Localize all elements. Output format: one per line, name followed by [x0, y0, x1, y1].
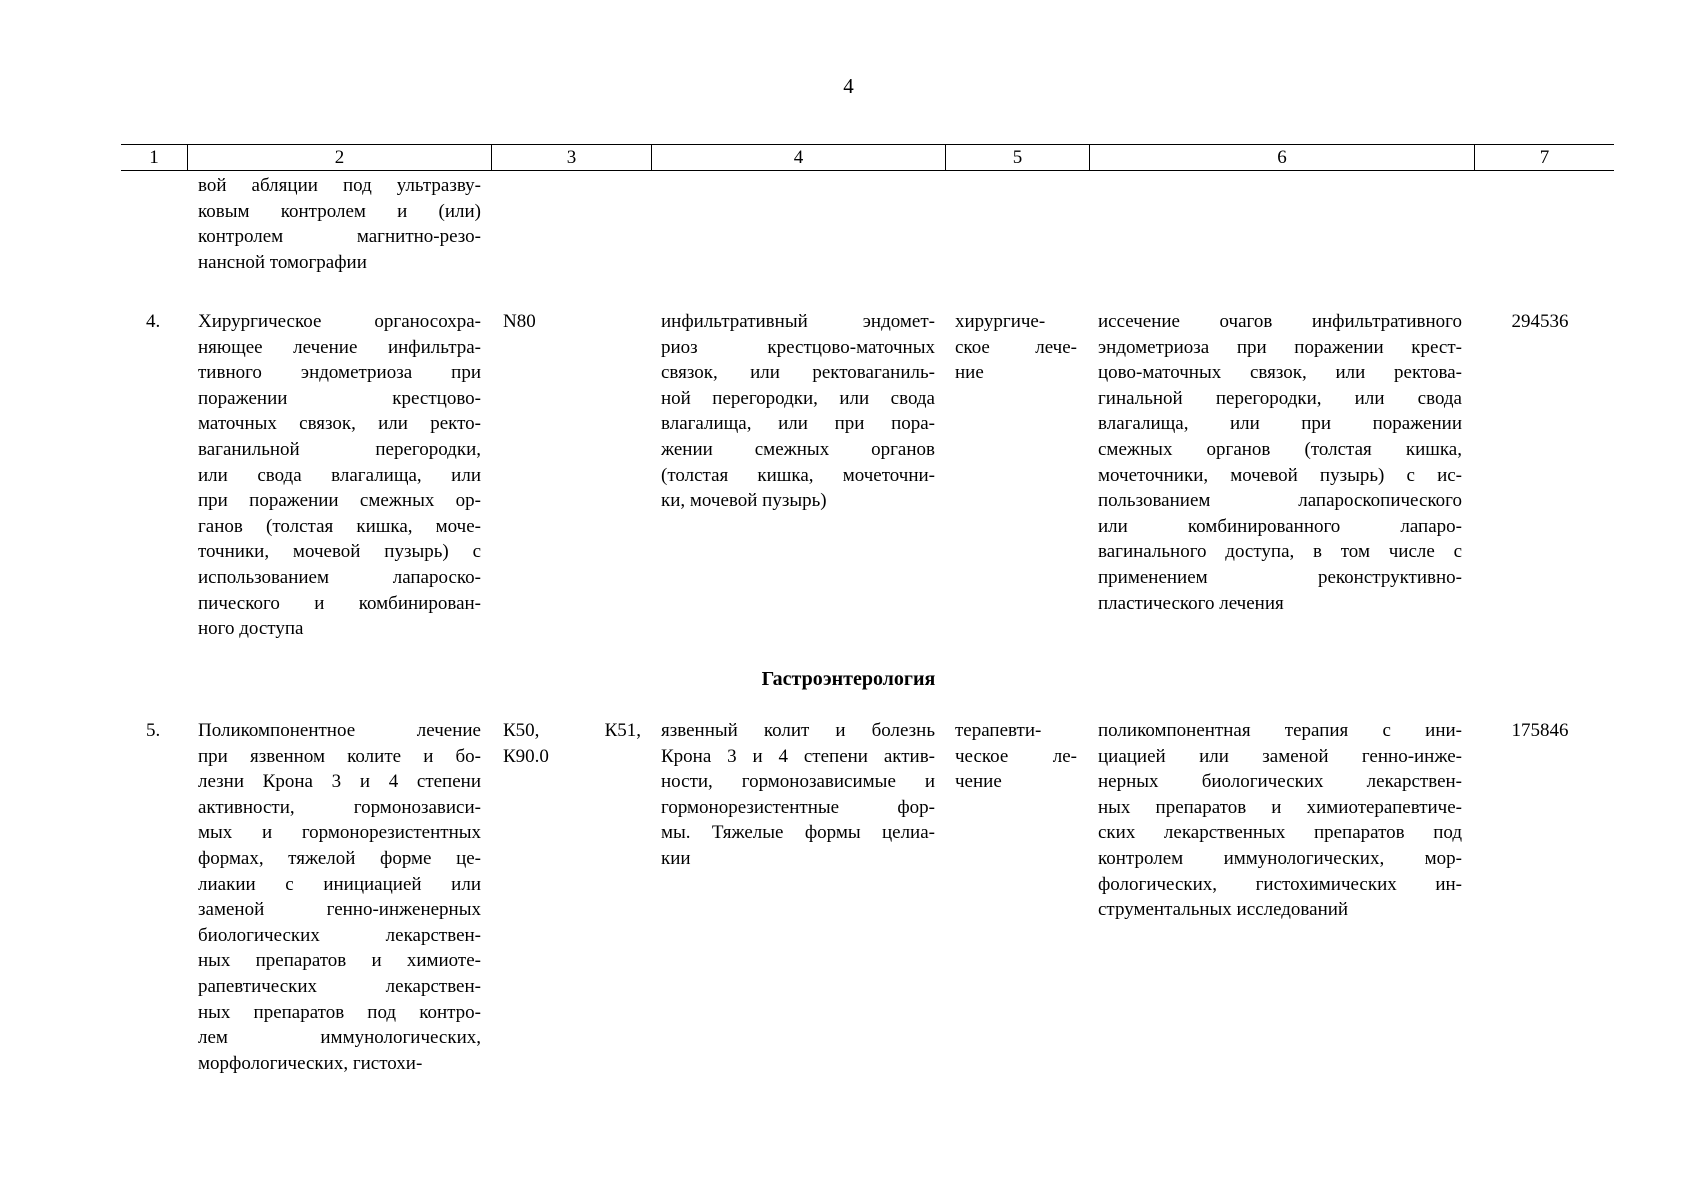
row-5-treatment-name: [198, 718, 481, 1076]
text-line: мых и гормонорезистентных: [198, 822, 481, 844]
table-header-col-7: 7: [1474, 145, 1614, 170]
table-header-col-4: 4: [651, 145, 945, 170]
text-line: пического и комбинирован-: [198, 592, 481, 614]
text-line: поражении крестцово-: [198, 387, 481, 409]
text-line: няющее лечение инфильтра-: [198, 336, 481, 358]
text-line: при язвенном колите и бо-: [198, 745, 481, 767]
text-line: ганов (толстая кишка, моче-: [198, 515, 481, 537]
text-line: (толстая кишка, мочеточни-: [661, 464, 935, 486]
text-line: риоз крестцово-маточных: [661, 336, 935, 358]
text-line: инфильтративный эндомет-: [661, 311, 935, 332]
text-line: язвенный колит и болезнь: [661, 720, 935, 741]
text-line: заменой генно-инженерных: [198, 899, 481, 921]
text-line: влагалища, или при пора-: [661, 413, 935, 435]
text-line: рапевтических лекарствен-: [198, 975, 481, 997]
table-header-row: [121, 144, 1614, 171]
text-line: ных препаратов и химиоте-: [198, 950, 481, 972]
row-4-number: 4.: [146, 311, 161, 332]
text-line: активности, гормонозависи-: [198, 796, 481, 818]
table-header-col-1: 1: [149, 146, 159, 168]
text-line: жении смежных органов: [661, 438, 935, 460]
text-line: смежных органов (толстая кишка,: [1098, 438, 1462, 460]
text-line: влагалища, или при поражении: [1098, 413, 1462, 435]
text-line: струментальных исследований: [1098, 899, 1349, 921]
text-line: ние: [955, 362, 984, 384]
text-line: точники, мочевой пузырь) с: [198, 541, 481, 563]
text-line: лиакии с инициацией или: [198, 873, 481, 895]
text-line: Крона 3 и 4 степени актив-: [661, 745, 935, 767]
text-line: нерных биологических лекарствен-: [1098, 771, 1462, 793]
row-5-cost: 175846: [1511, 720, 1569, 741]
text-line: применением реконструктивно-: [1098, 566, 1462, 588]
text-line: ности, гормонозависимые и: [661, 771, 935, 793]
text-line: вой абляции под ультразву-: [198, 175, 481, 196]
table-header-col-5: 5: [945, 145, 1089, 170]
text-line: биологических лекарствен-: [198, 924, 481, 946]
text-line: К50, К51,: [503, 720, 641, 741]
text-line: пластического лечения: [1098, 592, 1284, 614]
text-line: чение: [955, 771, 1002, 793]
row-4-treatment-name: [198, 309, 481, 642]
text-line: ки, мочевой пузырь): [661, 490, 827, 512]
text-line: мочеточники, мочевой пузырь) с ис-: [1098, 464, 1462, 486]
text-line: хирургиче-: [955, 311, 1046, 332]
text-line: кии: [661, 847, 691, 869]
page-number: 4: [843, 74, 854, 98]
table-header-col-6: 6: [1089, 145, 1474, 170]
table-header-col-2: 2: [187, 145, 491, 170]
row-4-icd-code: N80: [503, 311, 536, 332]
text-line: Поликомпонентное лечение: [198, 720, 481, 741]
text-line: ческое ле-: [955, 745, 1077, 767]
text-line: терапевти-: [955, 720, 1042, 741]
text-line: ваганильной перегородки,: [198, 438, 481, 460]
text-line: пользованием лапароскопического: [1098, 490, 1462, 512]
row-4-treatment-type: [955, 309, 1077, 386]
text-line: формах, тяжелой форме це-: [198, 847, 481, 869]
text-line: при поражении смежных ор-: [198, 490, 481, 512]
text-line: нансной томографии: [198, 251, 367, 273]
row-4-patient-model: [661, 309, 935, 514]
text-line: фологических, гистохимических ин-: [1098, 873, 1462, 895]
text-line: связок, или ректоваганиль-: [661, 362, 935, 384]
text-line: ных препаратов и химиотерапевтиче-: [1098, 796, 1462, 818]
text-line: мы. Тяжелые формы целиа-: [661, 822, 935, 844]
row-5-treatment-method: [1098, 718, 1462, 923]
text-line: тивного эндометриоза при: [198, 362, 481, 384]
continuation-col2: [198, 173, 481, 275]
text-line: ковым контролем и (или): [198, 200, 481, 222]
row-4-cost: 294536: [1511, 311, 1569, 332]
text-line: маточных связок, или ректо-: [198, 413, 481, 435]
text-line: морфологических, гистохи-: [198, 1052, 423, 1074]
table-header-col-3: 3: [491, 145, 651, 170]
text-line: поликомпонентная терапия с ини-: [1098, 720, 1462, 741]
text-line: иссечение очагов инфильтративного: [1098, 311, 1462, 332]
text-line: гормонорезистентные фор-: [661, 796, 935, 818]
text-line: лем иммунологических,: [198, 1027, 481, 1049]
text-line: ских лекарственных препаратов под: [1098, 822, 1462, 844]
row-5-number: 5.: [146, 720, 161, 741]
text-line: Хирургическое органосохра-: [198, 311, 481, 332]
text-line: использованием лапароско-: [198, 566, 481, 588]
text-line: контролем магнитно-резо-: [198, 226, 481, 248]
text-line: эндометриоза при поражении крест-: [1098, 336, 1462, 358]
text-line: гинальной перегородки, или свода: [1098, 387, 1462, 409]
text-line: контролем иммунологических, мор-: [1098, 847, 1462, 869]
text-line: ных препаратов под контро-: [198, 1001, 481, 1023]
section-title: Гастроэнтерология: [761, 668, 936, 690]
row-4-treatment-method: [1098, 309, 1462, 616]
row-5-icd-code: [503, 718, 641, 769]
text-line: вагинального доступа, в том числе с: [1098, 541, 1462, 563]
text-line: или свода влагалища, или: [198, 464, 481, 486]
text-line: ной перегородки, или свода: [661, 387, 935, 409]
text-line: лезни Крона 3 и 4 степени: [198, 771, 481, 793]
text-line: или комбинированного лапаро-: [1098, 515, 1462, 537]
row-5-treatment-type: [955, 718, 1077, 795]
text-line: цово-маточных связок, или ректова-: [1098, 362, 1462, 384]
text-line: К90.0: [503, 745, 549, 767]
text-line: циацией или заменой генно-инже-: [1098, 745, 1462, 767]
text-line: ного доступа: [198, 618, 304, 640]
row-5-patient-model: [661, 718, 935, 872]
text-line: ское лече-: [955, 336, 1077, 358]
